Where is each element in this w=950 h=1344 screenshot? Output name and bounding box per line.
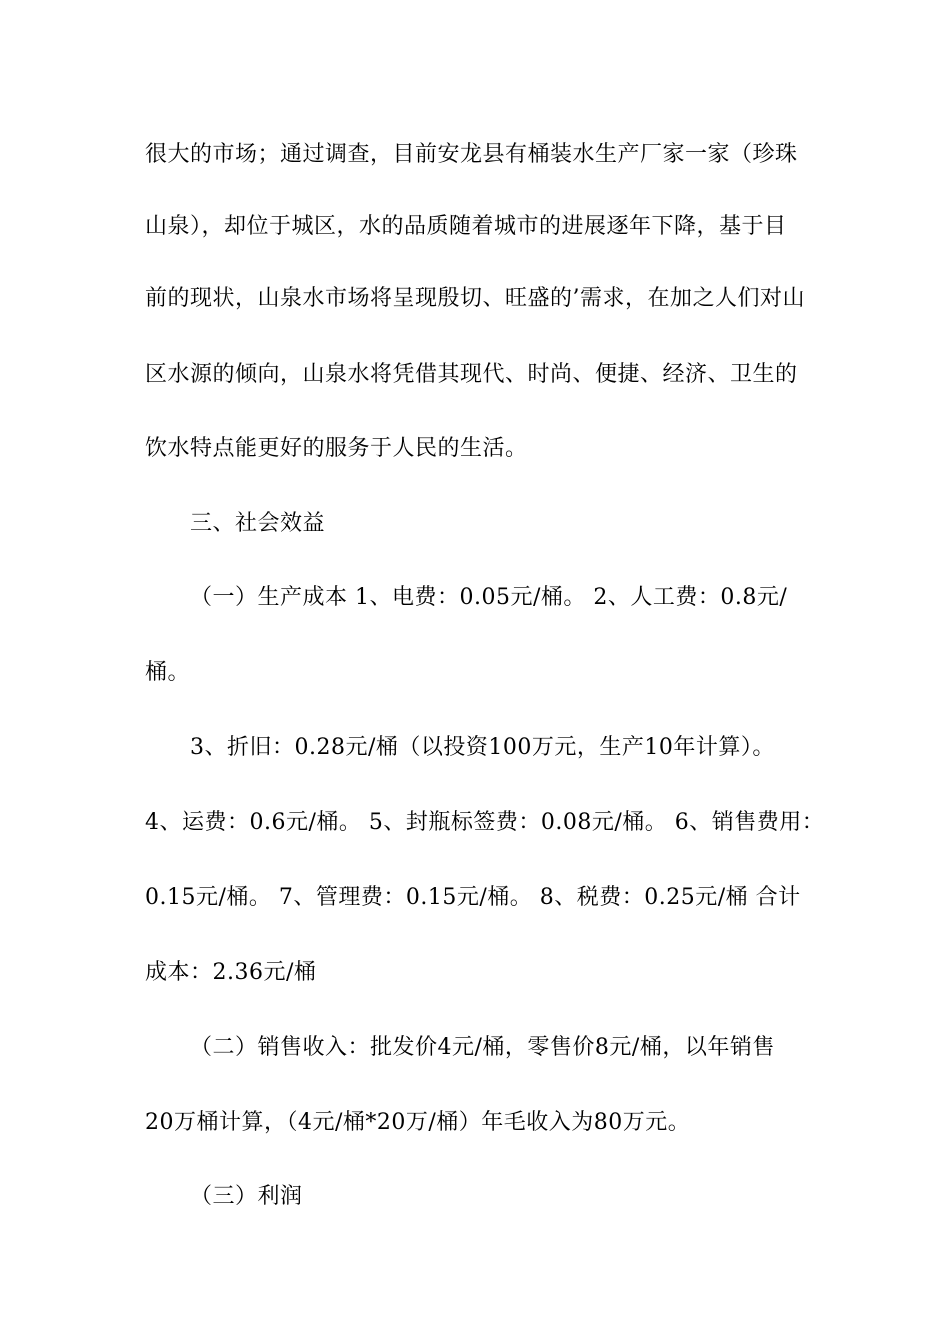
body-text-line: （二）销售收入：批发价4元/桶，零售价8元/桶，以年销售 [190, 1035, 775, 1060]
section-heading: 三、社会效益 [190, 511, 326, 536]
body-text-line: 成本：2.36元/桶 [145, 960, 317, 985]
body-text-line: 饮水特点能更好的服务于人民的生活。 [145, 436, 528, 461]
body-text-line: 前的现状，山泉水市场将呈现殷切、旺盛的’需求，在加之人们对山 [145, 286, 805, 311]
body-text-line: 桶。 [145, 660, 191, 685]
body-text-line: 山泉），却位于城区，水的品质随着城市的进展逐年下降，基于目 [145, 214, 787, 239]
body-text-line: 0.15元/桶。 7、管理费：0.15元/桶。 8、税费：0.25元/桶 合计 [145, 885, 801, 910]
body-text-line: 20万桶计算，（4元/桶*20万/桶）年毛收入为80万元。 [145, 1110, 691, 1135]
body-text-line: （一）生产成本 1、电费：0.05元/桶。 2、人工费：0.8元/ [190, 585, 788, 610]
body-text-line: 很大的市场；通过调查，目前安龙县有桶装水生产厂家一家（珍珠 [145, 142, 798, 167]
body-text-line: 区水源的倾向，山泉水将凭借其现代、时尚、便捷、经济、卫生的 [145, 362, 798, 387]
body-text-line: 4、运费：0.6元/桶。 5、封瓶标签费：0.08元/桶。 6、销售费用： [145, 810, 825, 835]
body-text-line: 3、折旧：0.28元/桶（以投资100万元，生产10年计算）。 [190, 735, 775, 760]
subsection-heading: （三）利润 [190, 1184, 303, 1209]
